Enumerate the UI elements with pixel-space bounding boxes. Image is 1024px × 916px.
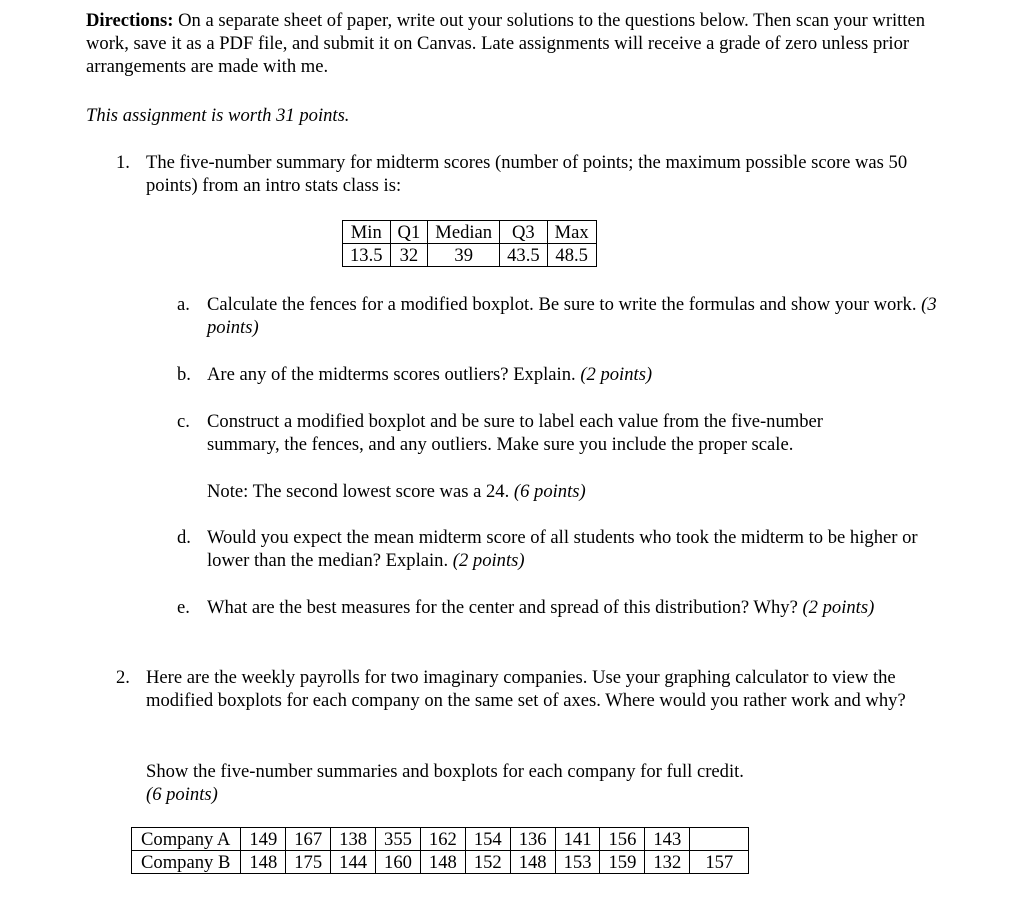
table-header-cell: Min [343, 221, 391, 244]
five-number-summary-table [342, 220, 597, 267]
table-cell: 43.5 [500, 244, 548, 267]
table-cell: 138 [331, 828, 376, 851]
part-b-text [207, 363, 937, 386]
part-c-text: Construct a modified boxplot and be sure to label each value from the five-number summary, the fences, and any outliers. Make sure you include the proper scale. [207, 411, 823, 455]
part-c-note-body: Note: The second lowest score was a 24. [207, 481, 514, 502]
table-cell: 156 [600, 828, 645, 851]
table-cell: 159 [600, 851, 645, 874]
question-1-text: The five-number summary for midterm scores (number of points; the maximum possible score was 50 points) from an intro stats class is: [146, 152, 908, 196]
table-cell: 160 [376, 851, 421, 874]
table-row [132, 828, 749, 851]
table-cell: 149 [241, 828, 286, 851]
table-cell: 152 [465, 851, 510, 874]
table-cell: 167 [286, 828, 331, 851]
table-cell: 355 [376, 828, 421, 851]
part-e-label: e. [177, 597, 190, 618]
part-d-label: d. [177, 527, 191, 548]
table-header-cell: Max [547, 221, 596, 244]
table-cell: 154 [465, 828, 510, 851]
table-cell: 148 [510, 851, 555, 874]
row-label-company-a: Company A [132, 828, 241, 851]
part-a-points: (3 points) [207, 294, 937, 338]
payroll-table [131, 827, 749, 874]
table-row [132, 851, 749, 874]
question-2-show: Show the five-number summaries and boxplots for each company for full credit. [146, 761, 744, 782]
directions-label: Directions: [86, 10, 174, 31]
table-header-cell: Q1 [390, 221, 428, 244]
part-c-label: c. [177, 411, 190, 432]
table-cell: 153 [555, 851, 600, 874]
part-d-points: (2 points) [452, 550, 525, 571]
table-header-cell: Q3 [500, 221, 548, 244]
part-d-text [207, 526, 927, 572]
part-c-points: (6 points) [513, 481, 586, 502]
table-header-cell: Median [428, 221, 500, 244]
table-cell: 148 [241, 851, 286, 874]
row-label-company-b: Company B [132, 851, 241, 874]
part-a-text [207, 293, 937, 339]
part-a-label: a. [177, 294, 190, 315]
table-row [343, 221, 597, 244]
table-cell: 148 [420, 851, 465, 874]
table-cell: 13.5 [343, 244, 391, 267]
table-cell: 143 [645, 828, 690, 851]
directions-paragraph [86, 9, 936, 78]
part-b-label: b. [177, 364, 191, 385]
table-cell: 175 [286, 851, 331, 874]
part-b-points: (2 points) [580, 364, 653, 385]
question-2-points: (6 points) [146, 784, 218, 805]
table-cell: 132 [645, 851, 690, 874]
part-e-text [207, 596, 947, 619]
table-cell: 144 [331, 851, 376, 874]
table-cell: 136 [510, 828, 555, 851]
table-row [343, 244, 597, 267]
question-2-text: Here are the weekly payrolls for two imaginary companies. Use your graphing calculator to view the modified boxplots for each company on the same set of axes. Where would you rather work and why? [146, 667, 906, 711]
part-c-note [207, 480, 927, 503]
part-e-points: (2 points) [802, 597, 875, 618]
table-cell-empty [690, 828, 749, 851]
table-cell: 39 [428, 244, 500, 267]
table-cell: 157 [690, 851, 749, 874]
part-d-body: Would you expect the mean midterm score of all students who took the midterm to be higher or lower than the median? Explain. [207, 527, 918, 571]
assignment-worth: This assignment is worth 31 points. [86, 105, 350, 126]
question-2-number: 2. [116, 667, 130, 688]
table-cell: 141 [555, 828, 600, 851]
directions-text: On a separate sheet of paper, write out your solutions to the questions below. Then scan your written work, save it as a PDF file, and submit it on Canvas. Late assignments will receive a grade of zero unless prior arrangements are made with me. [86, 10, 926, 77]
question-1-number: 1. [116, 152, 130, 173]
table-cell: 162 [420, 828, 465, 851]
part-a-body: Calculate the fences for a modified boxplot. Be sure to write the formulas and show your work. [207, 294, 922, 315]
part-b-body: Are any of the midterms scores outliers? Explain. [207, 364, 581, 385]
table-cell: 32 [390, 244, 428, 267]
part-e-body: What are the best measures for the center and spread of this distribution? Why? [207, 597, 803, 618]
table-cell: 48.5 [547, 244, 596, 267]
